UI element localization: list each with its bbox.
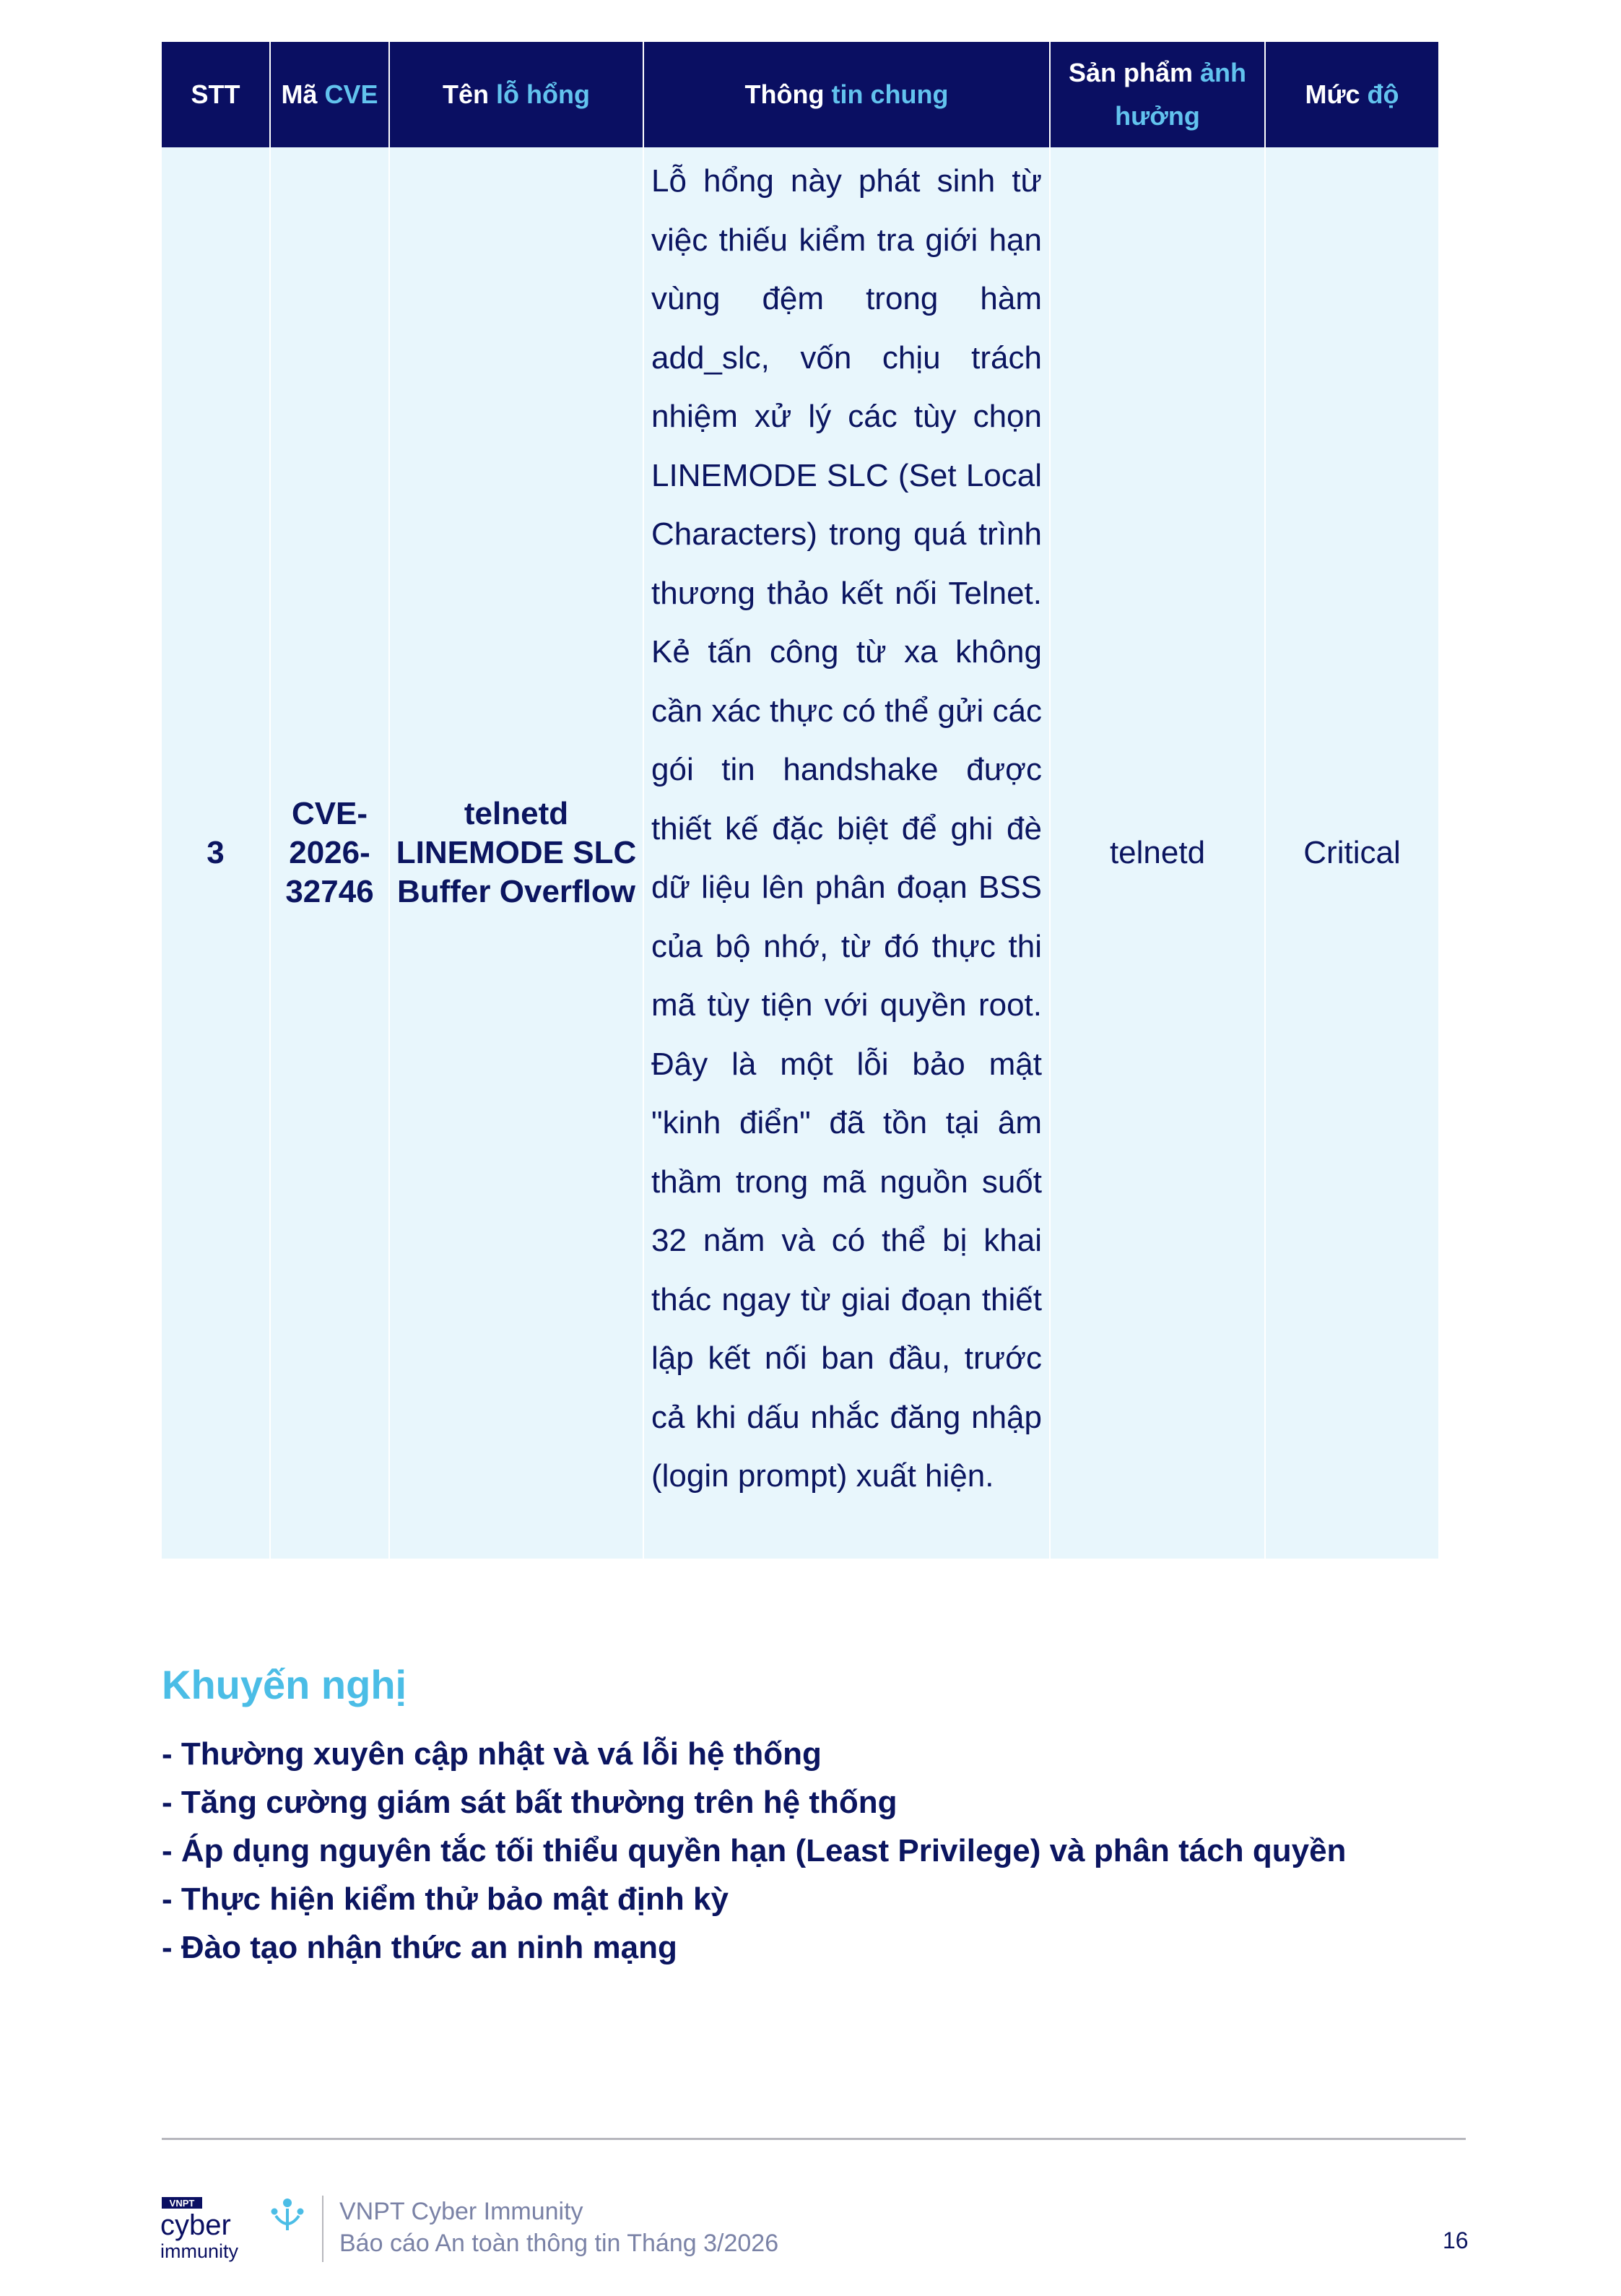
logo-mark-icon	[271, 2198, 304, 2230]
footer-text-block	[339, 2196, 778, 2259]
cell-severity: Critical	[1265, 147, 1438, 1559]
table-header-row	[162, 42, 1438, 147]
logo-word-cyber: cyber	[160, 2209, 231, 2241]
recommendations-list	[162, 1730, 1346, 1972]
recommendation-item: - Đào tạo nhận thức an ninh mạng	[162, 1930, 677, 1965]
footer-org-name: VNPT Cyber Immunity	[339, 2198, 583, 2225]
vnpt-cyber-immunity-logo	[160, 2196, 305, 2262]
footer-divider	[162, 2138, 1466, 2140]
logo-word-immunity: immunity	[160, 2240, 239, 2262]
header-affected-product: Sản phẩm ảnh hưởng	[1050, 42, 1265, 147]
page-number: 16	[1443, 2227, 1469, 2253]
header-vuln-name: Tên lỗ hổng	[389, 42, 643, 147]
recommendations-title: Khuyến nghị	[162, 1662, 407, 1707]
cell-affected-product: telnetd	[1050, 147, 1265, 1559]
footer-separator	[322, 2196, 323, 2262]
footer-report-title: Báo cáo An toàn thông tin Tháng 3/2026	[339, 2230, 779, 2257]
recommendation-item: - Áp dụng nguyên tắc tối thiểu quyền hạn (Least Privilege) và phân tách quyền	[162, 1833, 1347, 1868]
header-severity: Mức độ	[1265, 42, 1438, 147]
header-stt: STT	[162, 42, 270, 147]
recommendation-item: - Tăng cường giám sát bất thường trên hệ thống	[162, 1785, 898, 1820]
recommendation-item: - Thực hiện kiểm thử bảo mật định kỳ	[162, 1881, 729, 1917]
cell-stt: 3	[162, 147, 270, 1559]
header-general-info: Thông tin chung	[643, 42, 1050, 147]
recommendation-item: - Thường xuyên cập nhật và vá lỗi hệ thống	[162, 1736, 822, 1772]
cell-description: Lỗ hổng này phát sinh từ việc thiếu kiểm tra giới hạn vùng đệm trong hàm add_slc, vốn chịu trách nhiệm xử lý các tùy chọn LINEMODE SLC (Set Local Characters) trong quá trình thương thảo kết nối Telnet. Kẻ tấn công từ xa không cần xác thực có thể gửi các gói tin handshake được thiết kế đặc biệt để ghi đè dữ liệu lên phân đoạn BSS của bộ nhớ, từ đó thực thi mã tùy tiện với quyền root. Đây là một lỗi bảo mật "kinh điển" đã tồn tại âm thầm trong mã nguồn suốt 32 năm và có thể bị khai thác ngay từ giai đoạn thiết lập kết nối ban đầu, trước cả khi dấu nhắc đăng nhập (login prompt) xuất hiện.	[643, 147, 1050, 1559]
logo-badge-text: VNPT	[169, 2198, 195, 2209]
header-cve-id: Mã CVE	[270, 42, 389, 147]
cell-cve-id: CVE-2026-32746	[270, 147, 389, 1559]
vulnerability-table	[162, 42, 1438, 1559]
cell-vuln-name: telnetd LINEMODE SLC Buffer Overflow	[389, 147, 643, 1559]
table-row	[162, 147, 1438, 1559]
